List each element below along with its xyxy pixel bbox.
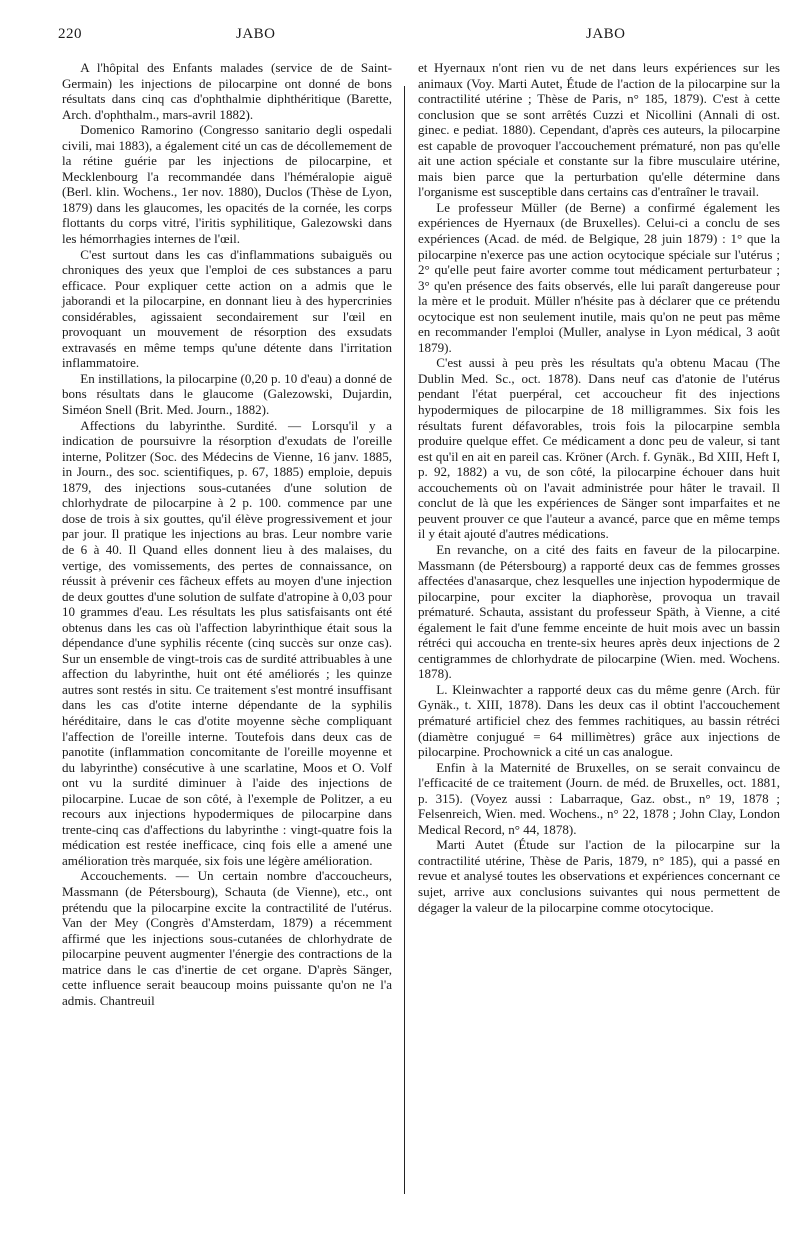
paragraph: En instillations, la pilocarpine (0,20 p. 10 d'eau) a donné de bons résultats dans le glaucome (Galezowski, Dujardin, Siméon Snell (Brit. Med. Journ., 1882). — [62, 370, 392, 418]
paragraph: L. Kleinwachter a rapporté deux cas du même genre (Arch. für Gynäk., t. XIII, 1878). Dans les deux cas il obtint l'accouchement prématuré artificiel chez des femmes rachitiques, au bassin rétréci (diamètre conjugué = 64 millimètres) grâce aux injections de pilocarpine. Prochownick a cité un cas analogue. — [418, 681, 780, 760]
running-head-left: JABO — [236, 26, 276, 42]
running-head-right: JABO — [586, 26, 626, 42]
paragraph: A l'hôpital des Enfants malades (service de de Saint-Germain) les injections de pilocarpine ont donné de bons résultats dans cinq cas d'ophthalmie diphthéritique (Barette, Arch. d'ophthalm., mars-avril 1882). — [62, 60, 392, 122]
paragraph: C'est aussi à peu près les résultats qu'a obtenu Macau (The Dublin Med. Sc., oct. 1878). Dans neuf cas d'atonie de l'utérus pendant l'état puerpéral, cet accoucheur fit des injections hypodermiques de pilocarpine de 18 milligrammes. Six fois les résultats furent défavorables, trois fois la pilocarpine sembla produire quelque effet. Ce médicament a donc peu de valeur, si tant est qu'il en ait en pareil cas. Kröner (Arch. f. Gynäk., Bd XIII, Heft I, p. 92, 1882) a vu, de son côté, la pilocarpine échouer dans huit accouchements où on l'avait administrée pour hâter le travail. Il conclut de là que les expériences de Sänger sont imparfaites et ne peuvent prouver ce que l'auteur a avancé, parce que en même temps il y était ajouté d'autres médications. — [418, 355, 780, 542]
column-divider — [404, 86, 405, 1194]
running-header — [58, 26, 778, 50]
paragraph: Marti Autet (Étude sur l'action de la pilocarpine sur la contractilité utérine, Thèse de Paris, 1879, n° 185), qui a passé en revue et analysé toutes les observations et expériences concernant ce sujet, arrive aux conclusions suivantes qui nous permettent de dégager la valeur de la pilocarpine comme otocytocique. — [418, 837, 780, 915]
paragraph: C'est surtout dans les cas d'inflammations subaiguës ou chroniques des yeux que l'emploi de ces substances a paru efficace. Pour expliquer cette action on a admis que le jaborandi et la pilocarpine, en donnant lieu à des hypercrinies considérables, agissaient secondairement sur l'œil en provoquant un mouvement de résorption des exsudats extravasés en même temps qu'une détente dans l'irritation inflammatoire. — [62, 246, 392, 371]
paragraph: Le professeur Müller (de Berne) a confirmé également les expériences de Hyernaux (de Bruxelles). Celui-ci a conclu de ses expériences (Acad. de méd. de Belgique, 28 juin 1879) : 1° que la pilocarpine n'exerce pas une action ocytocique spéciale sur l'utérus ; 2° qu'elle peut faire avorter comme tout médicament perturbateur ; 3° qu'en présence des faits observés, elle lui paraît dangereuse pour la mère et le produit. Müller n'hésite pas à déclarer que ce prétendu ocytocique est non seulement inutile, mais qu'on ne peut pas même en recommander l'emploi (Muller, analyse in Lyon médical, 3 août 1879). — [418, 199, 780, 355]
paragraph: Enfin à la Maternité de Bruxelles, on se serait convaincu de l'efficacité de ce traitement (Journ. de méd. de Bruxelles, oct. 1881, p. 315). (Voyez aussi : Labarraque, Gaz. obst., n° 19, 1878 ; Felsenreich, Wien. med. Wochens., n° 22, 1878 ; John Clay, London Medical Record, n° 44, 1878). — [418, 759, 780, 837]
right-column — [418, 60, 780, 915]
paragraph: Domenico Ramorino (Congresso sanitario degli ospedali civili, mai 1883), a également cité un cas de décollemement de la rétine guérie par les injections de pilocarpine, et Mecklenbourg l'a recommandée dans l'héméralopie aiguë (Berl. klin. Wochens., 1er nov. 1880), Duclos (Thèse de Lyon, 1879) dans les glaucomes, les opacités de la cornée, les corps flottants du corps vitré, l'iritis syphilitique, Galezowski dans les hémorrhagies internes de l'œil. — [62, 122, 392, 247]
page-number: 220 — [58, 26, 82, 42]
paragraph-accouchements: Accouchements. — Un certain nombre d'accoucheurs, Massmann (de Pétersbourg), Schauta (de Vienne), etc., ont prétendu que la pilocarpine excite la contractilité de l'utérus. Van der Mey (Congrès d'Amsterdam, 1879) a récemment affirmé que les injections sous-cutanées de chlorhydrate de pilocarpine peuvent augmenter l'énergie des contractions de la matrice dans le cas d'inertie de cet organe. D'après Sänger, cette influence serait beaucoup moins puissante qu'on ne l'a admis. Chantreuil — [62, 868, 392, 1008]
paragraph: En revanche, on a cité des faits en faveur de la pilocarpine. Massmann (de Pétersbourg) a rapporté deux cas de femmes grosses affectées d'anasarque, chez lesquelles une injection hypodermique de pilocarpine, pour exciter la diaphorèse, provoqua un travail prématuré. Schauta, assistant du professeur Späth, à Vienne, a cité également le fait d'une femme enceinte de huit mois avec un bassin rétréci qui accoucha en trente-six heures après deux injections de 2 centigrammes de chlorhydrate de pilocarpine (Wien. med. Wochens. 1878). — [418, 541, 780, 682]
paragraph-labyrinthe: Affections du labyrinthe. Surdité. — Lorsqu'il y a indication de poursuivre la résorption d'exudats de l'oreille interne, Politzer (Soc. des Médecins de Vienne, 16 janv. 1885, in Journ., des soc. scientifiques, p. 67, 1885) emploie, depuis 1879, des injections sous-cutanées d'une solution de chlorhydrate de pilocarpine à 2 p. 100. commence par une dose de trois à six gouttes, qu'il élève progressivement et jour par jour. Il pratique les injections au bras. Leur nombre varie de 6 à 40. Il Quand elles donnent lieu à des malaises, du vertige, des vomissements, des pertes de connaissance, on réussit à prévenir ces fâcheux effets au moyen d'une injection de deux gouttes d'une solution de sulfate d'atropine à 0,03 pour 10 grammes d'eau. Les résultats les plus satisfaisants ont été obtenus dans les cas où l'affection labyrinthique était sous la dépendance d'une syphilis récente (cinq succès sur onze cas). Sur un ensemble de vingt-trois cas de surdité attribuables à une affection du labyrinthe, huit ont été améliorés ; les quinze autres sont restés in situ. Ce traitement s'est montré insuffisant dans les cas d'otite interne dépendante de la syphilis héréditaire, dans le cas d'otite moyenne sèche compliquant l'affection de l'oreille interne. Toutefois dans deux cas de panotite (inflammation concomitante de l'oreille moyenne et du labyrinthe) consécutive à une scarlatine, Moos et O. Volf ont vu la surdité diminuer à l'aide des injections de pilocarpine. Lucae de son côté, à l'exemple de Politzer, a eu recours aux injections hypodermiques de pilocarpine dans trente-cinq cas d'affections du labyrinthe : vingt-quatre fois la médication est restée inefficace, cinq fois elle a amené une amélioration très marquée, six fois une légère amélioration. — [62, 417, 392, 868]
left-column — [62, 60, 392, 1008]
paragraph: et Hyernaux n'ont rien vu de net dans leurs expériences sur les animaux (Voy. Marti Autet, Étude de l'action de la pilocarpine sur la contractilité utérine ; Thèse de Paris, n° 185, 1879). C'est à cette conclusion que se sont arrêtés Cuzzi et Nicollini (Annali di ost. ginec. e pediat. 1880). Cependant, d'après ces auteurs, la pilocarpine est capable de provoquer l'accouchement prématuré, non pas qu'elle ait une action spéciale et constante sur la fibre musculaire utérine, mais bien parce que la perturbation qu'elle détermine dans l'organisme est susceptible dans certains cas d'entraîner le travail. — [418, 60, 780, 200]
